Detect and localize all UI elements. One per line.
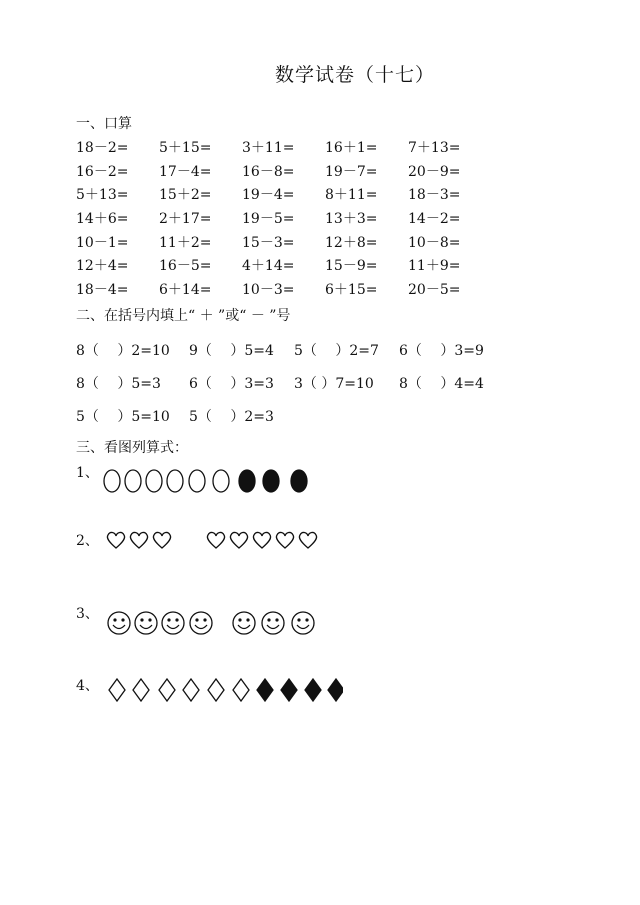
oval-icon <box>125 470 141 492</box>
filled-diamond-icon <box>328 679 343 701</box>
section-3-heading: 三、看图列算式： <box>76 440 188 456</box>
arithmetic-row <box>76 230 496 254</box>
smiley-icon <box>262 612 284 634</box>
diamond-icon <box>109 679 125 701</box>
fill-operator-item: 8（ ）5=3 <box>76 376 161 392</box>
smiley-group <box>103 603 333 637</box>
filled-oval-icon <box>291 470 307 492</box>
arithmetic-row <box>76 253 496 277</box>
diamond-icon <box>233 679 249 701</box>
fill-operator-item: 9（ ）5=4 <box>189 343 274 359</box>
arithmetic-item: 20－9= <box>408 163 461 180</box>
fill-operator-item: 8（ ）2=10 <box>76 343 170 359</box>
smiley-icon <box>292 612 314 634</box>
arithmetic-item: 4＋14= <box>242 258 295 275</box>
arithmetic-item: 18－3= <box>408 187 461 204</box>
arithmetic-item: 11＋2= <box>159 234 212 251</box>
arithmetic-row <box>76 206 496 230</box>
arithmetic-item: 6＋15= <box>325 281 378 298</box>
fill-operator-item: 6（ ）3=3 <box>189 376 274 392</box>
filled-diamond-icon <box>281 679 297 701</box>
diamond-icon <box>133 679 149 701</box>
oval-icon <box>146 470 162 492</box>
arithmetic-item: 12＋4= <box>76 258 129 275</box>
arithmetic-item: 10－1= <box>76 234 129 251</box>
heart-icon <box>207 532 224 548</box>
heart-icon <box>107 532 124 548</box>
picture-problem-4 <box>76 675 343 705</box>
smiley-icon <box>190 612 212 634</box>
fill-operator-item: 5（ ）5=10 <box>76 409 170 425</box>
arithmetic-item: 18－2= <box>76 139 129 156</box>
heart-icon <box>230 532 247 548</box>
problem-number: 1、 <box>76 465 99 481</box>
filled-oval-icon <box>263 470 279 492</box>
arithmetic-item: 20－5= <box>408 281 461 298</box>
arithmetic-item: 19－4= <box>242 187 295 204</box>
arithmetic-item: 17－4= <box>159 163 212 180</box>
arithmetic-row <box>76 277 496 301</box>
arithmetic-item: 16－8= <box>242 163 295 180</box>
smiley-icon <box>162 612 184 634</box>
section-1-heading: 一、口算 <box>76 116 132 132</box>
arithmetic-item: 16＋1= <box>325 139 378 156</box>
fill-operator-item: 6（ ）3=9 <box>399 343 484 359</box>
arithmetic-item: 14＋6= <box>76 210 129 227</box>
heart-icon <box>299 532 316 548</box>
arithmetic-row <box>76 159 496 183</box>
arithmetic-item: 19－7= <box>325 163 378 180</box>
arithmetic-item: 12＋8= <box>325 234 378 251</box>
arithmetic-item: 7＋13= <box>408 139 461 156</box>
oval-icon <box>167 470 183 492</box>
page-title: 数学试卷（十七） <box>274 64 435 86</box>
arithmetic-item: 5＋13= <box>76 187 129 204</box>
arithmetic-row <box>76 135 496 159</box>
arithmetic-row <box>76 182 496 206</box>
arithmetic-item: 11＋9= <box>408 258 461 275</box>
mental-arithmetic-grid <box>76 135 496 301</box>
oval-group <box>103 462 333 494</box>
oval-icon <box>213 470 229 492</box>
heart-icon <box>153 532 170 548</box>
arithmetic-item: 18－4= <box>76 281 129 298</box>
arithmetic-item: 3＋11= <box>242 139 295 156</box>
diamond-group <box>103 675 343 705</box>
problem-number: 3、 <box>76 606 99 622</box>
diamond-icon <box>183 679 199 701</box>
heart-icon <box>276 532 293 548</box>
arithmetic-item: 10－3= <box>242 281 295 298</box>
diamond-icon <box>208 679 224 701</box>
arithmetic-item: 15－3= <box>242 234 295 251</box>
picture-problem-1 <box>76 462 333 494</box>
picture-problem-2 <box>76 530 333 554</box>
arithmetic-item: 19－5= <box>242 210 295 227</box>
arithmetic-item: 15＋2= <box>159 187 212 204</box>
arithmetic-item: 2＋17= <box>159 210 212 227</box>
oval-icon <box>189 470 205 492</box>
arithmetic-item: 10－8= <box>408 234 461 251</box>
arithmetic-item: 13＋3= <box>325 210 378 227</box>
arithmetic-item: 15－9= <box>325 258 378 275</box>
problem-number: 2、 <box>76 533 99 549</box>
smiley-icon <box>233 612 255 634</box>
fill-operator-item: 3（ ）7=10 <box>294 376 374 392</box>
heart-group <box>103 530 333 554</box>
heart-icon <box>130 532 147 548</box>
fill-operator-item: 5（ ）2=3 <box>189 409 274 425</box>
filled-diamond-icon <box>305 679 321 701</box>
arithmetic-item: 16－2= <box>76 163 129 180</box>
filled-oval-icon <box>239 470 255 492</box>
diamond-icon <box>159 679 175 701</box>
problem-number: 4、 <box>76 678 99 694</box>
arithmetic-item: 6＋14= <box>159 281 212 298</box>
oval-icon <box>104 470 120 492</box>
arithmetic-item: 8＋11= <box>325 187 378 204</box>
arithmetic-item: 16－5= <box>159 258 212 275</box>
arithmetic-item: 14－2= <box>408 210 461 227</box>
arithmetic-item: 5＋15= <box>159 139 212 156</box>
filled-diamond-icon <box>257 679 273 701</box>
smiley-icon <box>135 612 157 634</box>
heart-icon <box>253 532 270 548</box>
fill-operator-item: 8（ ）4=4 <box>399 376 484 392</box>
fill-operator-item: 5（ ）2=7 <box>294 343 379 359</box>
smiley-icon <box>108 612 130 634</box>
picture-problem-3 <box>76 603 333 637</box>
section-2-heading: 二、在括号内填上“ ＋ ”或“ － ”号 <box>76 308 291 324</box>
